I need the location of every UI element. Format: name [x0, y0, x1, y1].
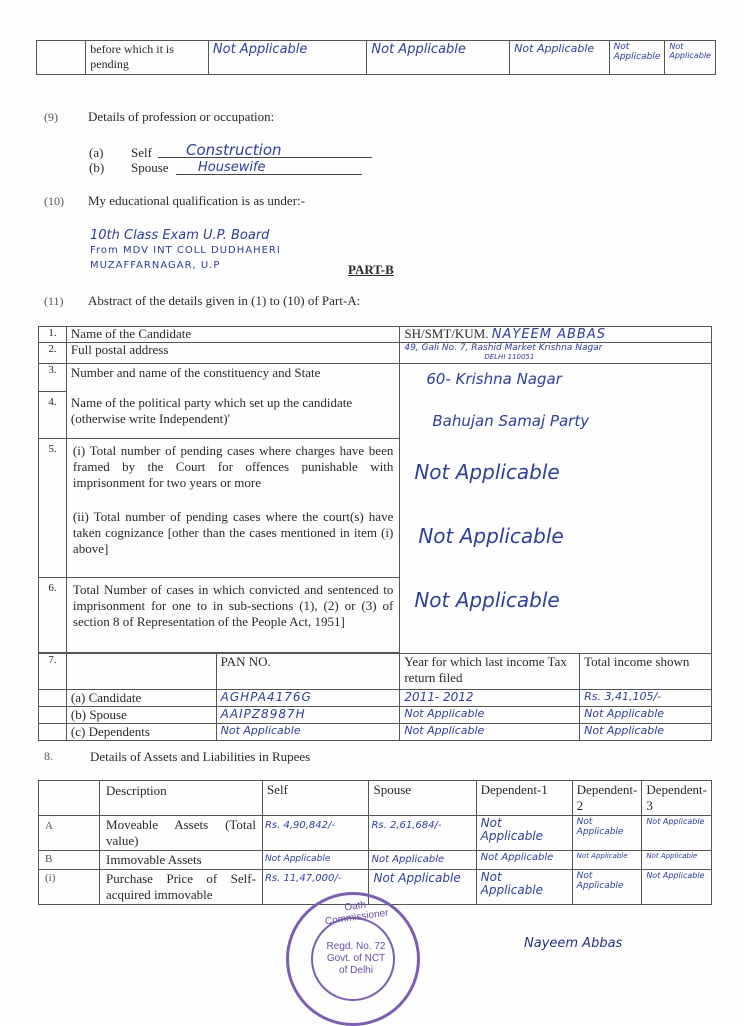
immovable-assets-key: B — [39, 851, 100, 870]
section-8-title: Details of Assets and Liabilities in Rupees — [90, 749, 311, 764]
moveable-assets-dependent-2: Not Applicable — [572, 816, 642, 851]
candidate-tax-year-value: 2011- 2012 — [400, 690, 580, 707]
constituency-value: 60- Krishna Nagar — [426, 370, 562, 388]
spouse-occupation-label: Spouse — [131, 160, 169, 175]
pending-court-row — [36, 40, 716, 75]
dependents-tax-year-value: Not Applicable — [400, 724, 580, 741]
spouse-occupation-value: Housewife — [198, 160, 266, 175]
self-occupation-label: Self — [131, 145, 152, 160]
purchase-price-key: (i) — [39, 870, 100, 905]
section-9-title: Details of profession or occupation: — [88, 109, 275, 124]
section-9-number: (9) — [44, 110, 58, 124]
assets-table — [38, 780, 712, 905]
assets-header-description: Description — [100, 781, 263, 816]
purchase-price-label: Purchase Price of Self-acquired immovable — [100, 870, 263, 905]
postal-address-value: 49, Gali No. 7, Rashid Market Krishna Nagar — [404, 343, 603, 353]
abstract-row-4-number: 4. — [39, 391, 67, 438]
pending-cases-label: (i) Total number of pending cases where charges have been framed by the Court for offences punishable with imprisonment for two years or more — [72, 442, 394, 490]
abstract-row-7-number: 7. — [39, 654, 67, 690]
convicted-cases-value: Not Applicable — [414, 588, 560, 612]
section-10-number: (10) — [44, 194, 64, 208]
dependents-income-value: Not Applicable — [580, 724, 712, 741]
education-value — [90, 228, 281, 273]
constituency-label: Number and name of the constituency and State — [66, 364, 399, 392]
section-11-title: Abstract of the details given in (1) to (10) of Part-A: — [88, 293, 361, 308]
assets-header-self: Self — [262, 781, 369, 816]
spouse-income-value: Not Applicable — [580, 707, 712, 724]
assets-header-dependent-3: Dependent-3 — [642, 781, 712, 816]
moveable-assets-key: A — [39, 816, 100, 851]
pending-cases-value: Not Applicable — [414, 460, 560, 484]
section-9a-label: (a) — [89, 145, 104, 160]
purchase-price-dependent-2: Not Applicable — [572, 870, 642, 905]
stamp-line-3: of Delhi — [339, 965, 373, 976]
section-10-title: My educational qualification is as under:- — [88, 193, 305, 208]
pending-court-cell-2: Not Applicable — [367, 41, 510, 75]
immovable-assets-dependent-2: Not Applicable — [572, 851, 642, 870]
abstract-row-2-number: 2. — [39, 343, 67, 364]
immovable-assets-dependent-1: Not Applicable — [476, 851, 572, 870]
pending-court-cell-5: Not Applicable — [665, 41, 716, 75]
postal-address-line-2: DELHI 110051 — [484, 353, 535, 361]
candidate-name-label: Name of the Candidate — [66, 327, 399, 343]
moveable-assets-spouse: Rs. 2,61,684/- — [369, 816, 476, 851]
education-line-1: 10th Class Exam U.P. Board — [90, 228, 270, 243]
purchase-price-dependent-1: Not Applicable — [476, 870, 572, 905]
cognizance-cases-value: Not Applicable — [418, 524, 564, 548]
abstract-row-3-number: 3. — [39, 364, 67, 392]
dependents-pan-value: Not Applicable — [216, 724, 400, 741]
purchase-price-spouse: Not Applicable — [369, 870, 476, 905]
spouse-tax-label: (b) Spouse — [66, 707, 216, 724]
stamp-line-2: Govt. of NCT — [326, 953, 386, 964]
immovable-assets-spouse: Not Applicable — [369, 851, 476, 870]
pending-court-cell-3: Not Applicable — [510, 41, 609, 75]
immovable-assets-dependent-3: Not Applicable — [642, 851, 712, 870]
party-label: Name of the political party which set up the candidate (otherwise write Independent)' — [66, 391, 399, 438]
candidate-name-cell — [400, 327, 712, 343]
moveable-assets-label: Moveable Assets (Total value) — [100, 816, 263, 851]
section-8-number: 8. — [44, 749, 53, 763]
pan-header: PAN NO. — [216, 654, 400, 690]
pending-court-cell-1: Not Applicable — [208, 41, 367, 75]
abstract-values-cell — [400, 364, 712, 654]
abstract-row-5-number: 5. — [39, 438, 67, 577]
section-11-number: (11) — [44, 294, 64, 308]
assets-header-dependent-1: Dependent-1 — [476, 781, 572, 816]
moveable-assets-dependent-3: Not Applicable — [642, 816, 712, 851]
postal-address-label: Full postal address — [66, 343, 399, 364]
pending-cases-cell — [66, 438, 399, 577]
purchase-price-dependent-3: Not Applicable — [642, 870, 712, 905]
candidate-name-value: NAYEEM ABBAS — [491, 327, 606, 342]
education-line-3: MUZAFFARNAGAR, U.P — [90, 260, 221, 271]
self-occupation-value: Construction — [186, 141, 282, 159]
abstract-row-1-number: 1. — [39, 327, 67, 343]
postal-address-cell — [400, 343, 712, 364]
party-value: Bahujan Samaj Party — [432, 412, 590, 430]
spouse-pan-value: AAIPZ8987H — [216, 707, 400, 724]
part-b-heading: PART-B — [348, 262, 394, 277]
tax-year-header: Year for which last income Tax return filed — [400, 654, 580, 690]
education-line-2: From MDV INT COLL DUDHAHERI — [90, 245, 281, 256]
candidate-signature: Nayeem Abbas — [524, 936, 623, 951]
purchase-price-self: Rs. 11,47,000/- — [262, 870, 369, 905]
dependents-tax-label: (c) Dependents — [66, 724, 216, 741]
abstract-row-6-number: 6. — [39, 578, 67, 653]
candidate-name-prefix: SH/SMT/KUM. — [404, 326, 489, 341]
assets-header-spouse: Spouse — [369, 781, 476, 816]
moveable-assets-self: Rs. 4,90,842/- — [262, 816, 369, 851]
immovable-assets-self: Not Applicable — [262, 851, 369, 870]
abstract-table — [38, 326, 712, 741]
candidate-pan-value: AGHPA4176G — [216, 690, 400, 707]
spouse-tax-year-value: Not Applicable — [400, 707, 580, 724]
pending-court-label: before which it is pending — [86, 41, 209, 75]
moveable-assets-dependent-1: Not Applicable — [476, 816, 572, 851]
pending-court-cell-4: Not Applicable — [609, 41, 665, 75]
income-header: Total income shown — [580, 654, 712, 690]
section-9b-label: (b) — [89, 160, 105, 175]
oath-commissioner-stamp — [286, 892, 420, 1026]
stamp-line-1: Regd. No. 72 — [326, 941, 386, 952]
immovable-assets-label: Immovable Assets — [100, 851, 263, 870]
stamp-ring-text: Oath Commissioner — [324, 899, 390, 928]
candidate-tax-label: (a) Candidate — [66, 690, 216, 707]
assets-header-dependent-2: Dependent-2 — [572, 781, 642, 816]
convicted-cases-label: Total Number of cases in which convicted and sentenced to imprisonment for one to in sub-sections (1), (2) or (3) of section 8 of Representation of the People Act, 1951] — [66, 578, 399, 653]
cognizance-cases-label: (ii) Total number of pending cases where the court(s) have taken cognizance [other than the cases mentioned in item (i) above] — [72, 508, 394, 556]
candidate-income-value: Rs. 3,41,105/- — [580, 690, 712, 707]
